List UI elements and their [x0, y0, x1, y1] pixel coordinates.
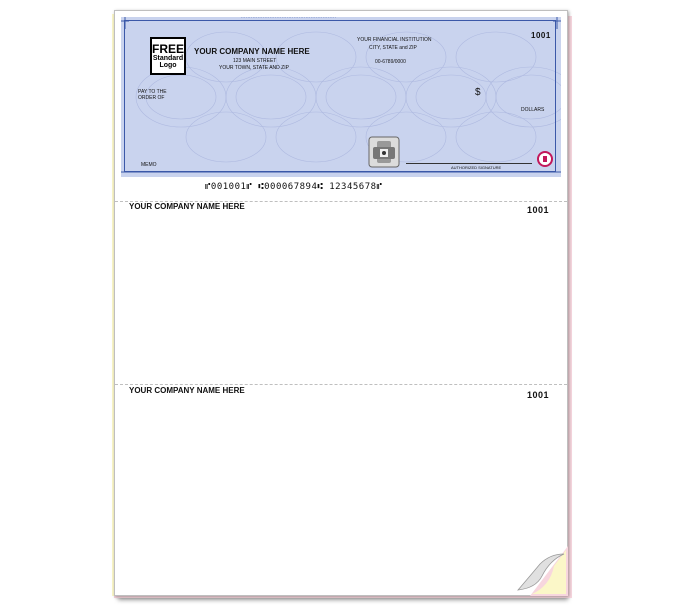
pay-to-line-2: ORDER OF — [138, 95, 165, 101]
logo-line-2: Standard — [152, 55, 184, 62]
company-logo-placeholder — [150, 37, 186, 75]
page-curl-icon — [510, 546, 568, 596]
signature-label: AUTHORIZED SIGNATURE — [451, 165, 502, 170]
company-street: 123 MAIN STREET — [233, 58, 277, 64]
dollars-label: DOLLARS — [521, 107, 545, 113]
padlock-security-icon — [367, 135, 401, 169]
signature-line — [406, 163, 532, 164]
microprint-border: ▪▪▪▪▪▪▪▪▪▪▪▪▪▪▪▪▪▪▪▪▪▪▪▪▪▪▪▪▪▪▪▪▪▪▪▪▪▪▪▪▪▪▪▪▪▪▪▪▪▪▪▪▪▪▪▪ — [241, 17, 337, 19]
company-name: YOUR COMPANY NAME HERE — [194, 47, 310, 56]
perforation-line-2 — [115, 384, 567, 385]
pay-to-label — [138, 89, 167, 101]
dollar-sign: $ — [475, 87, 481, 98]
logo-line-3: Logo — [159, 62, 177, 69]
stub-2-company-name: YOUR COMPANY NAME HERE — [129, 386, 245, 395]
company-city: YOUR TOWN, STATE AND ZIP — [219, 65, 289, 71]
check-face — [121, 17, 561, 177]
bank-name: YOUR FINANCIAL INSTITUTION — [357, 37, 432, 43]
check-form-sheet — [114, 10, 568, 596]
stub-2-check-number: 1001 — [527, 390, 550, 400]
stub-1-check-number: 1001 — [527, 205, 550, 215]
check-border — [124, 20, 556, 172]
memo-label: MEMO — [141, 162, 157, 168]
micr-line: ⑈001001⑈ ⑆000067894⑆ 12345678⑈ — [205, 182, 383, 192]
security-seal-icon — [537, 151, 553, 167]
stub-1-company-name: YOUR COMPANY NAME HERE — [129, 202, 245, 211]
bank-city: CITY, STATE and ZIP — [369, 45, 417, 51]
logo-line-1: FREE — [152, 42, 185, 56]
pay-to-line-1: PAY TO THE — [138, 89, 167, 95]
routing-fraction: 00-6789/0000 — [375, 59, 406, 65]
check-number: 1001 — [531, 31, 551, 40]
